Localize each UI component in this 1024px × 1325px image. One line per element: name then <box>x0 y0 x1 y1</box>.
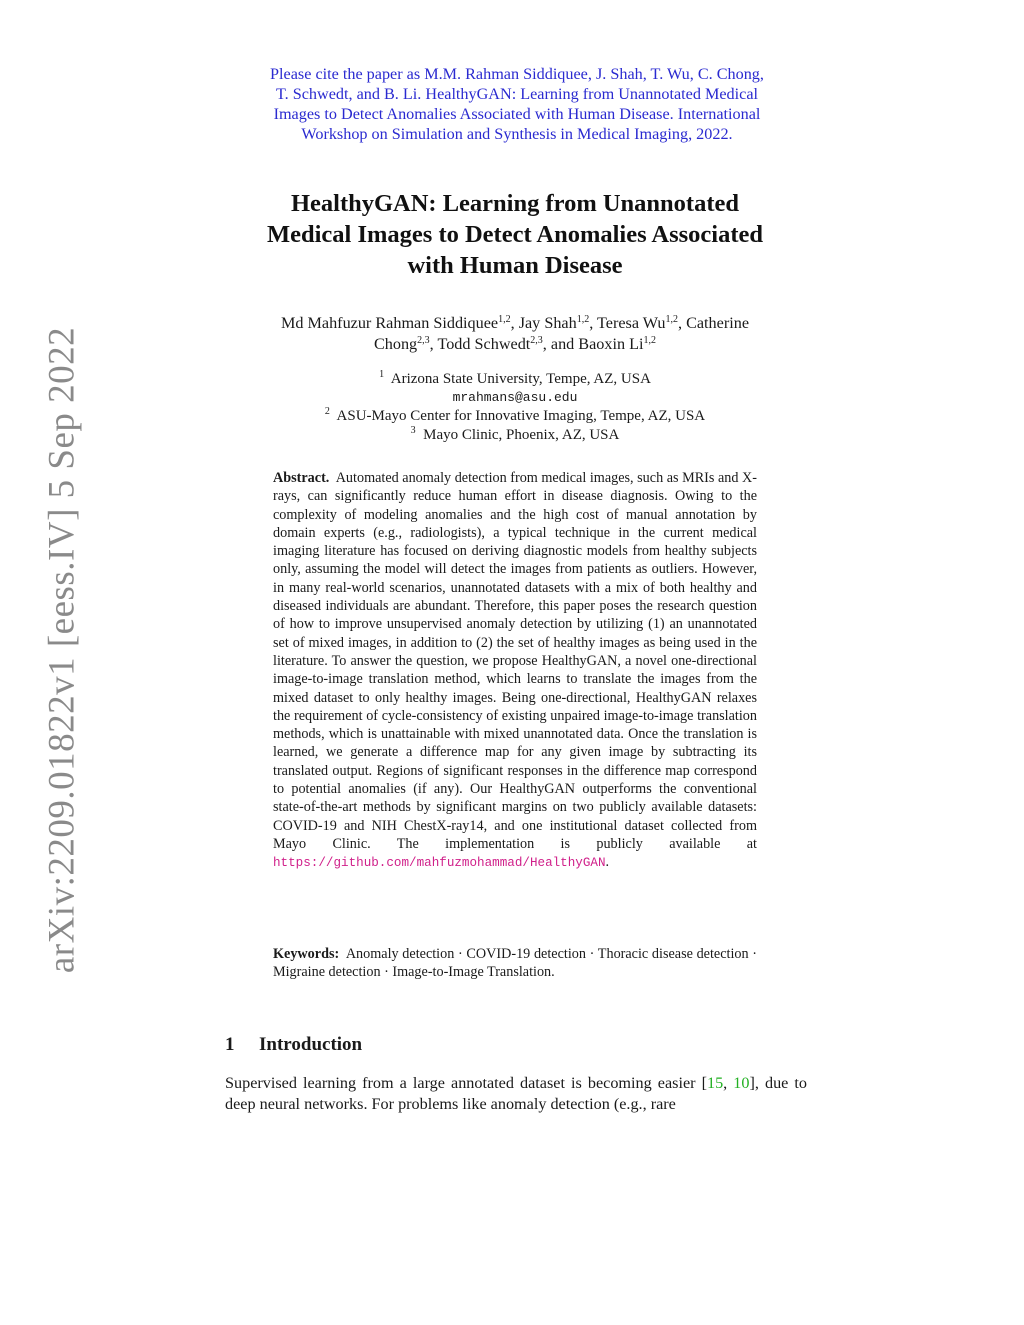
citation-line: Please cite the paper as M.M. Rahman Siddiquee, J. Shah, T. Wu, C. Chong, <box>270 65 764 83</box>
author-name: Chong <box>373 335 418 353</box>
affiliation-line <box>200 407 830 426</box>
title-line: with Human Disease <box>407 252 623 279</box>
citation-line: Images to Detect Anomalies Associated with Human Disease. International <box>273 105 761 123</box>
title-line: HealthyGAN: Learning from Unannotated <box>290 190 740 217</box>
section-title: Introduction <box>259 1034 363 1055</box>
affiliations <box>200 370 830 444</box>
affiliation-number: 3 <box>410 424 416 436</box>
affiliation-text: Mayo Clinic, Phoenix, AZ, USA <box>423 426 620 443</box>
abstract-end: . <box>605 854 610 871</box>
reference-link[interactable]: 15 <box>706 1074 724 1092</box>
affiliation-line <box>200 426 830 445</box>
citation-line: T. Schwedt, and B. Li. HealthyGAN: Learning from Unannotated Medical <box>275 85 759 103</box>
author-name: , and Baoxin Li <box>542 335 644 353</box>
author-line <box>200 313 830 334</box>
affiliation-number: 2 <box>324 406 330 417</box>
author-name: , Todd Schwedt <box>429 335 531 353</box>
affiliation-marker: 1,2 <box>665 314 678 325</box>
keywords-text: Anomaly detection · COVID-19 detection · Thoracic disease detection · Migraine detection · Image-to-Image Translation. <box>273 946 757 981</box>
section-number: 1 <box>225 1034 235 1055</box>
author-email: mrahmans@asu.edu <box>452 389 578 405</box>
keywords <box>273 945 757 982</box>
citation-notice[interactable] <box>222 64 812 144</box>
affiliation-marker: 1,2 <box>576 314 590 325</box>
intro-text: Supervised learning from a large annotated dataset is becoming easier [ <box>225 1074 707 1092</box>
author-line <box>200 334 830 355</box>
affiliation-marker: 2,3 <box>530 335 543 346</box>
affiliation-marker: 1,2 <box>643 335 657 346</box>
affiliation-number: 1 <box>379 369 385 380</box>
abstract-label: Abstract. <box>273 470 330 486</box>
intro-text: ], due to deep neural networks. For problems like anomaly detection (e.g., rare <box>225 1074 808 1113</box>
intro-paragraph <box>225 1073 807 1115</box>
intro-text: , <box>723 1074 734 1092</box>
repository-link[interactable]: https://github.com/mahfuzmohammad/HealthyGAN <box>273 856 606 871</box>
citation-line: Workshop on Simulation and Synthesis in Medical Imaging, 2022. <box>301 125 733 143</box>
abstract <box>273 469 757 873</box>
abstract-text: Automated anomaly detection from medical images, such as MRIs and X-rays, can significantly reduce human effort in disease diagnosis. Owing to the complexity of modeling anomalies and the high cost of manual annotation by domain experts (e.g., radiologists), a typical technique in the current medical imaging literature has focused on deriving diagnostic models from healthy subjects only, assuming the model will detect the images from patients as outliers. However, in many real-world scenarios, unannotated datasets with a mix of both healthy and diseased individuals are abundant. Therefore, this paper poses the research question of how to improve unsupervised anomaly detection by utilizing (1) an unannotated set of mixed images, in addition to (2) the set of healthy images as being used in the literature. To answer the question, we propose HealthyGAN, a novel one-directional image-to-image translation method, which learns to translate the images from the mixed dataset to only healthy images. Being one-directional, HealthyGAN relaxes the requirement of cycle-consistency of existing unpaired image-to-image translation methods, which is unattainable with mixed unannotated data. Once the translation is learned, we generate a difference map for any given image by subtracting its translated output. Regions of significant responses in the difference map correspond to potential anomalies (if any). Our HealthyGAN outperforms the conventional state-of-the-art methods by significant margins on two publicly available datasets: COVID-19 and NIH ChestX-ray14, and one institutional dataset collected from Mayo Clinic. The implementation is publicly available at <box>273 470 757 852</box>
author-name: Md Mahfuzur Rahman Siddiquee <box>280 314 499 332</box>
affiliation-text: ASU-Mayo Center for Innovative Imaging, Tempe, AZ, USA <box>336 408 706 424</box>
author-name: , Catherine <box>677 314 750 332</box>
author-name: , Jay Shah <box>510 314 577 332</box>
author-name: , Teresa Wu <box>589 314 666 332</box>
affiliation-line <box>200 370 830 389</box>
reference-link[interactable]: 10 <box>733 1074 750 1092</box>
paper-title <box>200 188 830 281</box>
title-line: Medical Images to Detect Anomalies Associated <box>266 221 764 248</box>
section-heading <box>225 1034 362 1056</box>
keywords-label: Keywords: <box>273 946 340 962</box>
affiliation-marker: 1,2 <box>498 314 511 325</box>
arxiv-identifier: arXiv:2209.01822v1 [eess.IV] 5 Sep 2022 <box>41 326 83 974</box>
author-list <box>200 313 830 355</box>
affiliation-text: Arizona State University, Tempe, AZ, USA <box>390 371 651 387</box>
affiliation-marker: 2,3 <box>417 335 430 346</box>
